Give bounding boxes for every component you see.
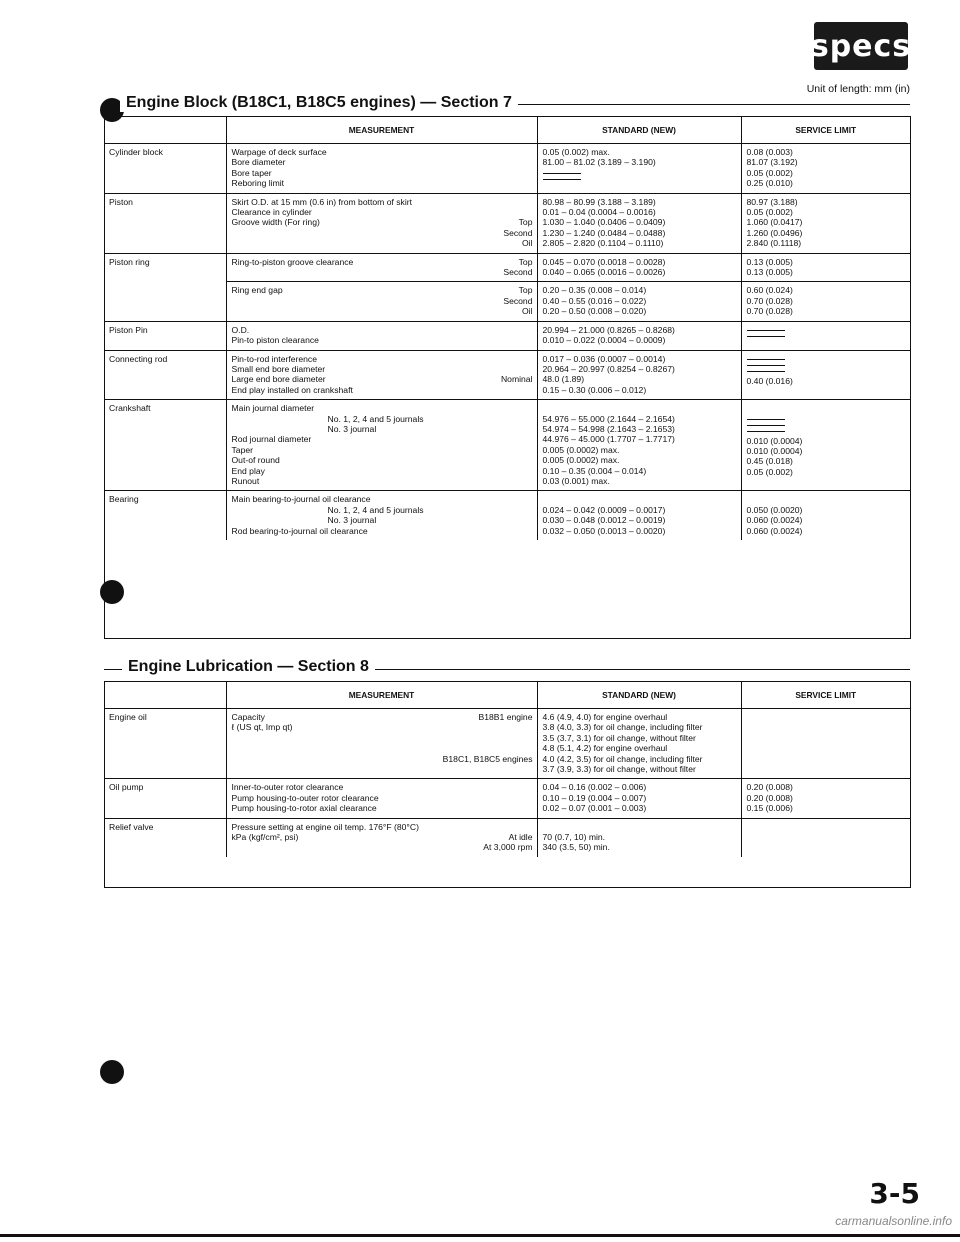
row-group-label: Piston Pin (104, 321, 226, 350)
measurement-text: Main journal diameter (231, 403, 315, 414)
service-limit-value (747, 494, 907, 504)
table-row (104, 779, 910, 818)
measurement-text: End play (231, 465, 265, 476)
measurement-text: No. 1, 2, 4 and 5 journals (327, 413, 424, 424)
standard-value: 0.032 – 0.050 (0.0013 – 0.0020) (542, 525, 666, 536)
standard-value: 0.20 – 0.35 (0.008 – 0.014) (542, 285, 647, 296)
service-limit-value: 0.010 (0.0004) (746, 435, 803, 446)
measurement-text: O.D. (231, 324, 250, 335)
standard-value: 0.15 – 0.30 (0.006 – 0.012) (542, 384, 647, 395)
service-limit-value: 80.97 (3.188) (746, 196, 798, 207)
service-limit-value: 0.13 (0.005) (746, 256, 793, 267)
row-group-label: Engine oil (104, 709, 226, 779)
service-limit-value: 0.20 (0.008) (746, 782, 793, 793)
binder-hole-3 (100, 1060, 124, 1084)
measurement-text: Pin-to piston clearance (231, 335, 319, 346)
measurement-text: kPa (kgf/cm², psi) (231, 832, 299, 843)
row-group-label (104, 282, 226, 321)
service-limit-value: 0.45 (0.018) (746, 456, 793, 467)
service-limit-value: 0.05 (0.002) (746, 207, 793, 218)
measurement-cell (226, 253, 537, 282)
service-limit-value (747, 371, 907, 372)
service-limit-cell (741, 779, 910, 818)
standard-cell (537, 253, 741, 282)
measurement-text: Small end bore diameter (231, 363, 326, 374)
service-limit-value: 0.05 (0.002) (746, 466, 793, 477)
engine-lubrication-table (104, 682, 910, 857)
measurement-qualifier: Second (503, 227, 533, 238)
measurement-qualifier: At 3,000 rpm (483, 842, 533, 853)
unit-label: Unit of length: mm (in) (806, 83, 910, 95)
service-limit-value (747, 419, 907, 420)
standard-value: 0.10 – 0.35 (0.004 – 0.014) (542, 465, 647, 476)
measurement-qualifier: Second (503, 295, 533, 306)
measurement-text: No. 1, 2, 4 and 5 journals (327, 504, 424, 515)
table-row (104, 491, 910, 540)
standard-value (543, 173, 737, 174)
measurement-cell (226, 779, 537, 818)
service-limit-cell (741, 282, 910, 321)
header-measurement: MEASUREMENT (226, 682, 537, 709)
standard-value (543, 822, 737, 832)
engine-block-table (104, 117, 910, 540)
standard-value: 2.805 – 2.820 (0.1104 – 0.1110) (542, 238, 664, 249)
standard-value: 0.010 – 0.022 (0.0004 – 0.0009) (542, 335, 666, 346)
table-row (104, 253, 910, 282)
measurement-text: Ring-to-piston groove clearance (231, 256, 354, 267)
header-measurement: MEASUREMENT (226, 117, 537, 144)
measurement-text: Pump housing-to-outer rotor clearance (231, 792, 379, 803)
table-row (104, 400, 910, 491)
standard-value: 0.03 (0.001) max. (542, 475, 610, 486)
standard-value: 4.6 (4.9, 4.0) for engine overhaul (542, 712, 668, 722)
service-limit-value (747, 359, 907, 360)
standard-cell (537, 321, 741, 350)
standard-cell (537, 282, 741, 321)
standard-value (543, 179, 737, 180)
table-row (104, 282, 910, 321)
page-number: 3-5 (869, 1177, 920, 1210)
measurement-text: Runout (231, 475, 260, 486)
section2-title: Engine Lubrication — Section 8 (122, 658, 375, 676)
service-limit-value: 0.15 (0.006) (746, 803, 793, 814)
standard-value: 0.005 (0.0002) max. (542, 455, 620, 466)
standard-value: 0.40 – 0.55 (0.016 – 0.022) (542, 295, 647, 306)
watermark: carmanualsonline.info (835, 1214, 952, 1228)
measurement-text: B18C1, B18C5 engines (442, 753, 533, 764)
service-limit-cell (741, 253, 910, 282)
service-limit-value: 0.08 (0.003) (746, 147, 793, 157)
measurement-cell (226, 144, 537, 194)
standard-value: 0.20 – 0.50 (0.008 – 0.020) (542, 306, 647, 317)
service-limit-value: 81.07 (3.192) (746, 157, 798, 168)
standard-value: 4.8 (5.1, 4.2) for engine overhaul (542, 743, 668, 754)
service-limit-value (747, 336, 907, 337)
standard-value (543, 403, 737, 413)
measurement-text: Bore taper (231, 167, 272, 178)
bottom-rule (0, 1234, 960, 1237)
measurement-text: Pump housing-to-rotor axial clearance (231, 803, 377, 814)
measurement-text: Large end bore diameter (231, 374, 326, 385)
standard-value: 0.045 – 0.070 (0.0018 – 0.0028) (542, 256, 666, 267)
table-row (104, 350, 910, 400)
measurement-text: Pin-to-rod interference (231, 353, 318, 364)
service-limit-cell (741, 709, 910, 779)
standard-value: 0.040 – 0.065 (0.0016 – 0.0026) (542, 267, 666, 278)
standard-value: 0.005 (0.0002) max. (542, 444, 620, 455)
measurement-qualifier: At idle (508, 832, 533, 843)
measurement-text: No. 3 journal (327, 515, 377, 526)
row-group-label: Piston ring (104, 253, 226, 282)
measurement-text: Pressure setting at engine oil temp. 176°F (80°C) (231, 821, 419, 832)
measurement-text: Bore diameter (231, 157, 286, 168)
measurement-qualifier: B18B1 engine (478, 712, 533, 722)
service-limit-cell (741, 144, 910, 194)
measurement-qualifier: Oil (521, 238, 533, 249)
service-limit-cell (741, 400, 910, 491)
measurement-text: Clearance in cylinder (231, 207, 312, 218)
measurement-qualifier: Nominal (500, 374, 533, 385)
row-group-label: Bearing (104, 491, 226, 540)
row-group-label: Connecting rod (104, 350, 226, 400)
standard-value: 20.964 – 20.997 (0.8254 – 0.8267) (542, 363, 675, 374)
measurement-text: Rod journal diameter (231, 434, 312, 445)
service-limit-cell (741, 491, 910, 540)
service-limit-value: 0.25 (0.010) (746, 178, 793, 189)
standard-value: 0.04 – 0.16 (0.002 – 0.006) (542, 782, 647, 793)
service-limit-value: 0.60 (0.024) (746, 285, 793, 296)
specs-badge: specs (814, 22, 908, 70)
standard-value: 3.8 (4.0, 3.3) for oil change, including filter (542, 722, 703, 733)
measurement-cell (226, 350, 537, 400)
standard-value (543, 494, 737, 504)
service-limit-cell (741, 321, 910, 350)
standard-value: 3.5 (3.7, 3.1) for oil change, without filter (542, 732, 696, 743)
service-limit-value: 0.010 (0.0004) (746, 445, 803, 456)
standard-cell (537, 400, 741, 491)
standard-value: 70 (0.7, 10) min. (542, 832, 606, 843)
measurement-text: Inner-to-outer rotor clearance (231, 782, 344, 793)
measurement-text: Taper (231, 444, 253, 455)
row-group-label: Relief valve (104, 818, 226, 857)
standard-value: 54.974 – 54.998 (2.1643 – 2.1653) (542, 423, 675, 434)
measurement-qualifier: Second (503, 267, 533, 278)
standard-value: 0.01 – 0.04 (0.0004 – 0.0016) (542, 207, 656, 218)
service-limit-value: 1.260 (0.0496) (746, 227, 803, 238)
measurement-qualifier: Top (518, 256, 533, 267)
standard-value: 81.00 – 81.02 (3.189 – 3.190) (542, 157, 656, 168)
standard-value: 0.017 – 0.036 (0.0007 – 0.0014) (542, 353, 666, 364)
header-standard: STANDARD (NEW) (537, 117, 741, 144)
service-limit-value: 1.060 (0.0417) (746, 217, 803, 228)
service-limit-value (747, 365, 907, 366)
standard-cell (537, 779, 741, 818)
section1-title: Engine Block (B18C1, B18C5 engines) — Section 7 (120, 94, 518, 112)
standard-cell (537, 491, 741, 540)
service-limit-value: 0.05 (0.002) (746, 167, 793, 178)
measurement-text: Main bearing-to-journal oil clearance (231, 494, 371, 505)
measurement-text: End play installed on crankshaft (231, 384, 353, 395)
header-standard: STANDARD (NEW) (537, 682, 741, 709)
standard-value: 1.230 – 1.240 (0.0484 – 0.0488) (542, 227, 666, 238)
standard-cell (537, 818, 741, 857)
row-group-label: Oil pump (104, 779, 226, 818)
row-group-label: Crankshaft (104, 400, 226, 491)
service-limit-value: 0.13 (0.005) (746, 267, 793, 278)
measurement-text: Groove width (For ring) (231, 217, 320, 228)
standard-cell (537, 350, 741, 400)
standard-value: 0.02 – 0.07 (0.001 – 0.003) (542, 803, 647, 814)
standard-value: 0.024 – 0.042 (0.0009 – 0.0017) (542, 504, 666, 515)
service-limit-value (747, 403, 907, 413)
measurement-text: Capacity (231, 712, 265, 722)
service-limit-value: 0.060 (0.0024) (746, 515, 803, 526)
service-limit-value: 0.70 (0.028) (746, 306, 793, 317)
table-row (104, 709, 910, 779)
measurement-qualifier: Top (518, 285, 533, 296)
service-limit-value: 0.70 (0.028) (746, 295, 793, 306)
service-limit-value: 0.20 (0.008) (746, 792, 793, 803)
service-limit-cell (741, 193, 910, 253)
measurement-text: No. 3 journal (327, 423, 377, 434)
table-row (104, 818, 910, 857)
standard-value: 4.0 (4.2, 3.5) for oil change, including filter (542, 753, 703, 764)
measurement-cell (226, 193, 537, 253)
service-limit-value: 0.40 (0.016) (746, 375, 793, 386)
standard-value: 20.994 – 21.000 (0.8265 – 0.8268) (542, 324, 675, 335)
header-service-limit: SERVICE LIMIT (741, 682, 910, 709)
service-limit-value (747, 425, 907, 426)
service-limit-value: 2.840 (0.1118) (746, 238, 802, 249)
measurement-cell (226, 321, 537, 350)
measurement-text: Warpage of deck surface (231, 147, 327, 157)
standard-cell (537, 709, 741, 779)
row-group-label: Piston (104, 193, 226, 253)
service-limit-cell (741, 350, 910, 400)
row-group-label: Cylinder block (104, 144, 226, 194)
standard-value: 44.976 – 45.000 (1.7707 – 1.7717) (542, 434, 675, 445)
standard-value: 1.030 – 1.040 (0.0406 – 0.0409) (542, 217, 666, 228)
standard-value: 0.05 (0.002) max. (542, 147, 610, 157)
measurement-cell (226, 709, 537, 779)
measurement-cell (226, 400, 537, 491)
table-row (104, 144, 910, 194)
service-limit-value (747, 431, 907, 432)
measurement-text: Ring end gap (231, 285, 283, 296)
standard-value: 54.976 – 55.000 (2.1644 – 2.1654) (542, 413, 675, 424)
standard-value: 0.10 – 0.19 (0.004 – 0.007) (542, 792, 647, 803)
measurement-qualifier: Top (518, 217, 533, 228)
standard-value: 0.030 – 0.048 (0.0012 – 0.0019) (542, 515, 666, 526)
measurement-cell (226, 818, 537, 857)
standard-value: 340 (3.5, 50) min. (542, 842, 610, 853)
measurement-qualifier: Oil (521, 306, 533, 317)
service-limit-value: 0.060 (0.0024) (746, 525, 803, 536)
standard-value: 48.0 (1.89) (542, 374, 585, 385)
measurement-cell (226, 491, 537, 540)
standard-cell (537, 193, 741, 253)
measurement-text: ℓ (US qt, Imp qt) (231, 722, 293, 733)
measurement-text: Skirt O.D. at 15 mm (0.6 in) from bottom of skirt (231, 196, 413, 207)
measurement-text: Rod bearing-to-journal oil clearance (231, 525, 368, 536)
standard-cell (537, 144, 741, 194)
header-service-limit: SERVICE LIMIT (741, 117, 910, 144)
standard-value: 3.7 (3.9, 3.3) for oil change, without filter (542, 764, 696, 775)
standard-value: 80.98 – 80.99 (3.188 – 3.189) (542, 196, 656, 207)
service-limit-value (747, 330, 907, 331)
measurement-cell (226, 282, 537, 321)
measurement-text: Reboring limit (231, 178, 285, 189)
service-limit-value: 0.050 (0.0020) (746, 504, 803, 515)
measurement-text: Out-of round (231, 455, 280, 466)
table-row (104, 193, 910, 253)
service-limit-cell (741, 818, 910, 857)
table-row (104, 321, 910, 350)
